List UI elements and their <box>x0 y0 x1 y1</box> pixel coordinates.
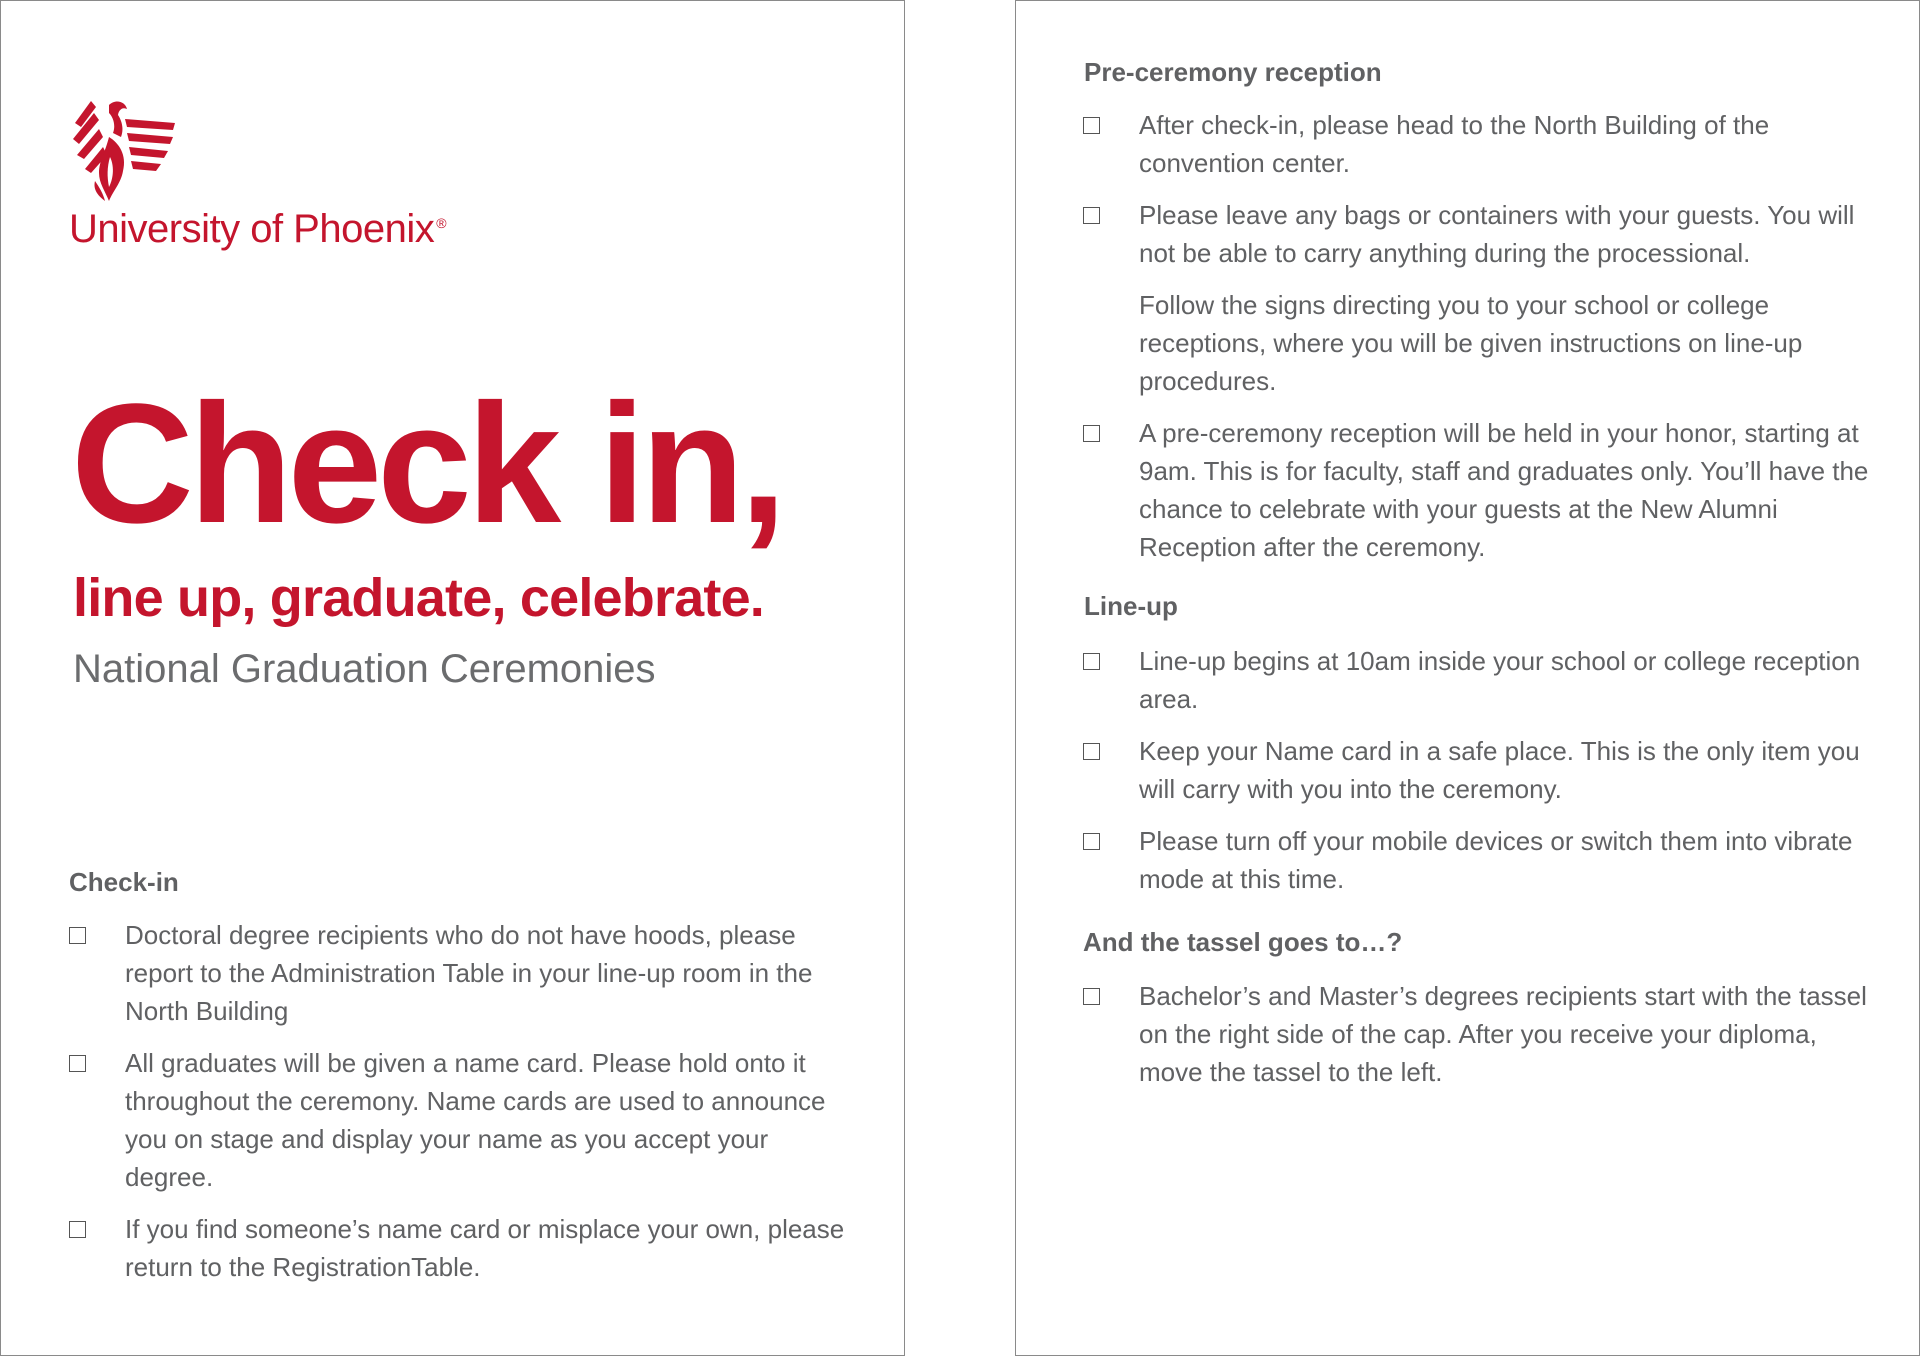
checkbox[interactable] <box>69 1055 86 1072</box>
checklist-item-text: Please leave any bags or containers with your guests. You will not be able to carry anything during the processional. <box>1139 200 1855 268</box>
checkbox[interactable] <box>1083 988 1100 1005</box>
checklist-item <box>1083 822 1873 898</box>
checklist-item-text: All graduates will be given a name card. Please hold onto it throughout the ceremony. Name cards are used to announce you on stage and display your name as you accept your degree. <box>125 1048 826 1192</box>
checkbox[interactable] <box>1083 653 1100 670</box>
checkbox[interactable] <box>69 927 86 944</box>
checklist-item-text: Keep your Name card in a safe place. This is the only item you will carry with you into the ceremony. <box>1139 736 1860 804</box>
checkbox[interactable] <box>1083 743 1100 760</box>
headline: Check in, <box>71 369 782 559</box>
phoenix-logo-icon <box>69 87 179 203</box>
checklist-item-text: After check-in, please head to the North Building of the convention center. <box>1139 110 1770 178</box>
checklist-item-text: Please turn off your mobile devices or switch them into vibrate mode at this time. <box>1139 826 1853 894</box>
checklist-item <box>1083 196 1873 272</box>
checklist-item <box>1083 732 1873 808</box>
checklist-item <box>69 1044 849 1196</box>
checklist-note-text: Follow the signs directing you to your school or college receptions, where you will be given instructions on line-up procedures. <box>1139 290 1803 396</box>
checklist-item <box>69 1210 849 1286</box>
checklist-item-text: Bachelor’s and Master’s degrees recipients start with the tassel on the right side of the cap. After you receive your diploma, move the tassel to the left. <box>1139 981 1867 1087</box>
subheadline: line up, graduate, celebrate. <box>73 568 765 628</box>
checklist-item-text: If you find someone’s name card or misplace your own, please return to the RegistrationTable. <box>125 1214 845 1282</box>
tassel-list <box>1083 977 1873 1105</box>
section-title-reception: Pre-ceremony reception <box>1084 57 1382 87</box>
checklist-item <box>1083 977 1873 1091</box>
checkbox[interactable] <box>1083 207 1100 224</box>
reception-list <box>1083 106 1873 580</box>
checkbox[interactable] <box>69 1221 86 1238</box>
checkbox[interactable] <box>1083 117 1100 134</box>
checklist-item <box>1083 642 1873 718</box>
checkin-list <box>69 916 849 1300</box>
checklist-item-text: Line-up begins at 10am inside your school or college reception area. <box>1139 646 1861 714</box>
section-title-checkin: Check-in <box>69 867 179 897</box>
registered-mark: ® <box>436 215 447 231</box>
checklist-item-text: Doctoral degree recipients who do not have hoods, please report to the Administration Table in your line-up room in the North Building <box>125 920 813 1026</box>
front-card <box>0 0 905 1356</box>
wordmark-text: University of Phoenix <box>69 207 435 251</box>
lineup-list <box>1083 642 1873 912</box>
event-title: National Graduation Ceremonies <box>73 647 656 691</box>
section-title-lineup: Line-up <box>1084 591 1178 621</box>
checklist-item <box>1083 414 1873 566</box>
section-title-tassel: And the tassel goes to…? <box>1083 927 1403 957</box>
checklist-item-text: A pre-ceremony reception will be held in your honor, starting at 9am. This is for faculty, staff and graduates only. You’ll have the chance to celebrate with your guests at the New Alumni Reception after the ceremony. <box>1139 418 1869 562</box>
checkbox[interactable] <box>1083 425 1100 442</box>
logo <box>69 87 179 203</box>
checklist-item <box>1083 106 1873 182</box>
checklist-item <box>69 916 849 1030</box>
back-card <box>1015 0 1920 1356</box>
checklist-note <box>1083 286 1873 400</box>
logo-wordmark <box>69 207 446 252</box>
checkbox[interactable] <box>1083 833 1100 850</box>
